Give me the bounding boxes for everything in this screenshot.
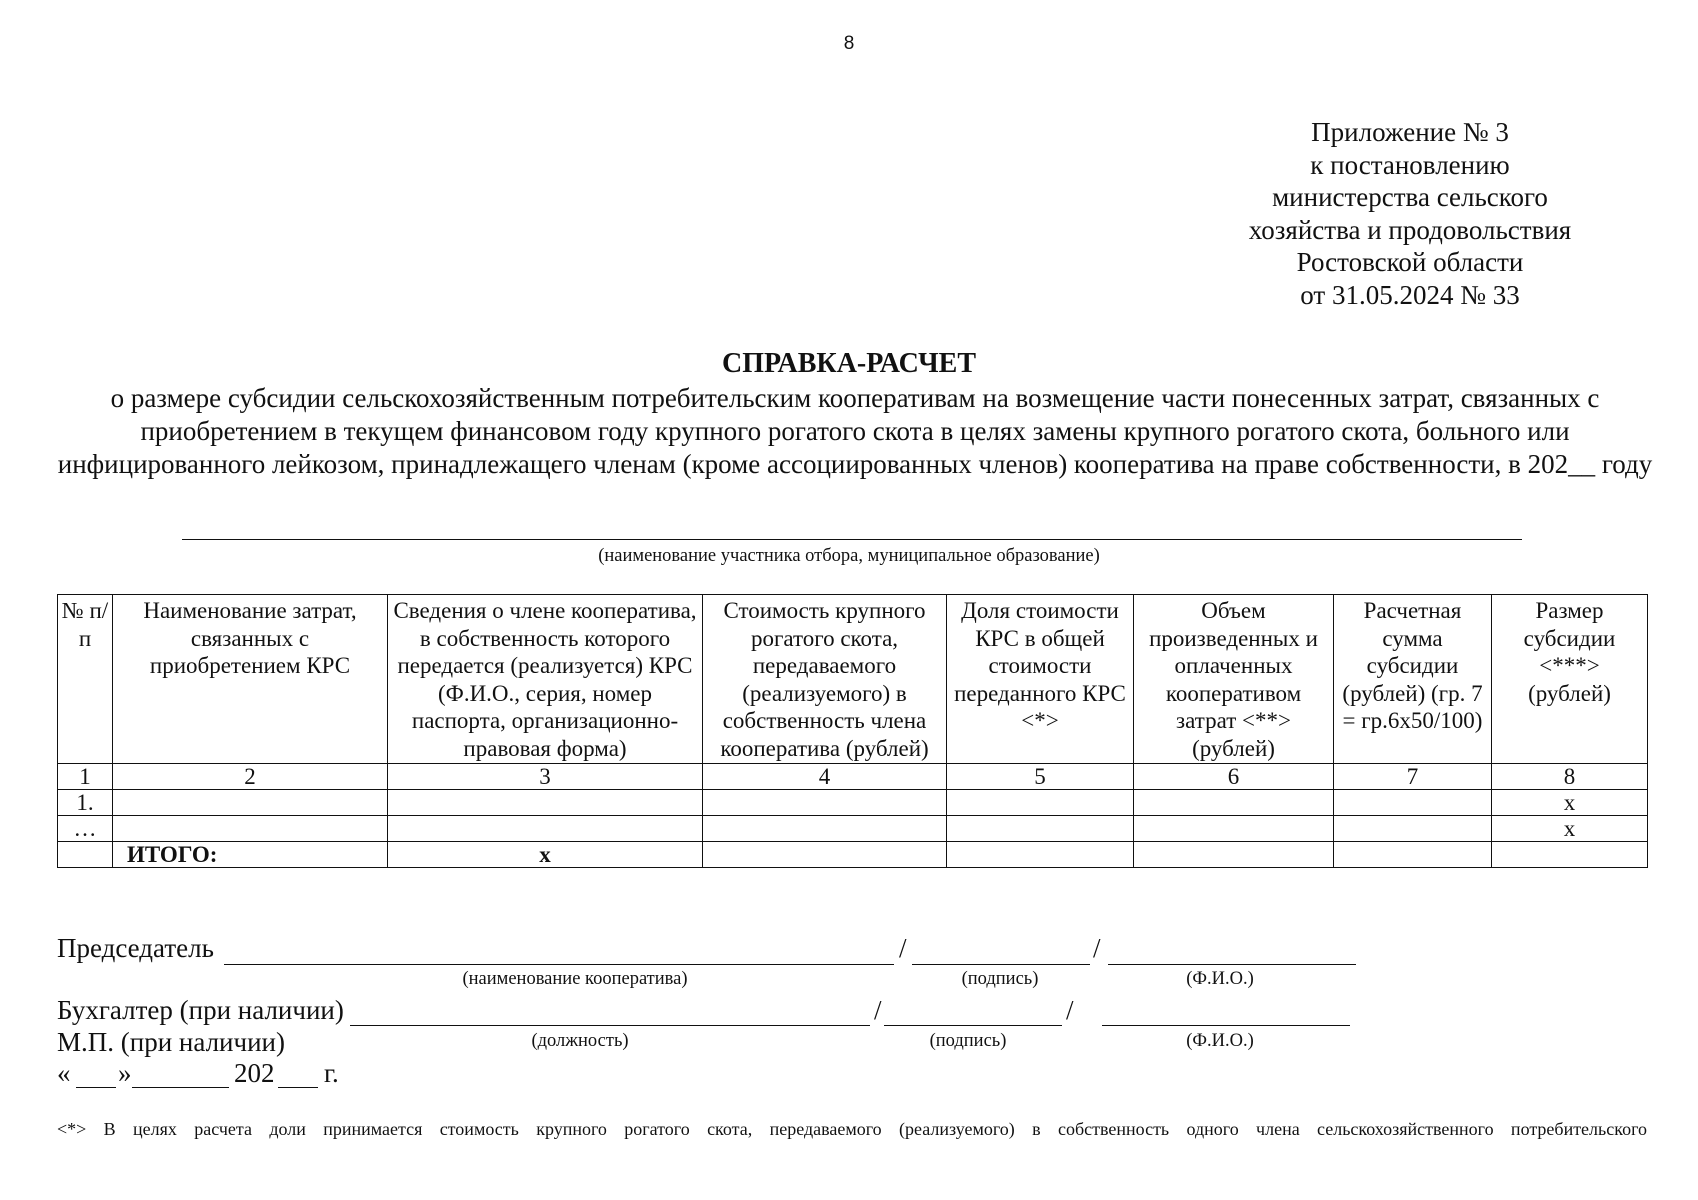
table-cell: … [58, 815, 113, 841]
table-cell [388, 789, 703, 815]
appendix-line: Ростовской области [1296, 247, 1524, 278]
header-cell: Стоимость крупного рогатого скота, передаваемого (реализуемого) в собственность члена кооператива (рублей) [703, 595, 947, 764]
appendix-line: хозяйства и продовольствия [1248, 214, 1572, 245]
fio-caption: (Ф.И.О.) [1186, 969, 1254, 989]
appendix-line: Приложение № 3 [1311, 117, 1509, 147]
separator: / [899, 933, 907, 963]
document-subtitle: о размере субсидии сельскохозяйственным потребительским кооперативам на возмещение части понесенных затрат, связанных с приобретением в текущем финансовом году крупного рогатого скота в целях замены крупного рогатого скота, больного или инфицированного лейкозом, принадлежащего членам (кроме ассоциированных членов) кооператива на праве собственности, в 202__ году [57, 383, 1653, 479]
header-cell: Расчетная сумма субсидии (рублей) (гр. 7 = гр.6х50/100) [1334, 595, 1492, 764]
table-cell [1134, 841, 1334, 867]
table-cell [947, 815, 1134, 841]
signature-line [912, 964, 1090, 965]
column-number: 4 [703, 763, 947, 789]
participant-line [182, 539, 1522, 540]
table-cell [703, 815, 947, 841]
separator: / [1066, 995, 1074, 1025]
chairman-label: Председатель [57, 933, 214, 963]
column-number: 2 [113, 763, 388, 789]
calculation-table [57, 594, 1648, 868]
date-close-quote: » [118, 1058, 132, 1088]
table-cell [113, 789, 388, 815]
date-suffix: г. [324, 1058, 339, 1088]
footnote: <*> В целях расчета доли принимается стоимость крупного рогатого скота, передаваемого (реализуемого) в собственность одного члена сельскохозяйственного потребительского [57, 1119, 1647, 1139]
table-cell [1134, 789, 1334, 815]
table-cell: х [1492, 815, 1648, 841]
column-number: 7 [1334, 763, 1492, 789]
total-cell: х [388, 841, 703, 867]
table-cell [388, 815, 703, 841]
table-cell [113, 815, 388, 841]
cooperative-caption: (наименование кооператива) [462, 969, 688, 989]
fio-line [1102, 1025, 1350, 1026]
table-cell [1334, 789, 1492, 815]
column-number: 6 [1134, 763, 1334, 789]
appendix-block [1200, 116, 1620, 312]
table-cell [947, 789, 1134, 815]
day-line [76, 1087, 116, 1088]
table-cell [1134, 815, 1334, 841]
appendix-line: от 31.05.2024 № 33 [1300, 279, 1520, 310]
table-cell [1492, 841, 1648, 867]
fio-caption: (Ф.И.О.) [1186, 1031, 1254, 1051]
table-cell: 1. [58, 789, 113, 815]
table-row [58, 789, 1648, 815]
month-line [132, 1087, 229, 1088]
table-cell [703, 841, 947, 867]
header-cell: Наименование затрат, связанных с приобретением КРС [113, 595, 388, 764]
table-cell [1334, 841, 1492, 867]
header-cell: Сведения о члене кооператива, в собственность которого передается (реализуется) КРС (Ф.И.О., серия, номер паспорта, организационно-правовая форма) [388, 595, 703, 764]
fio-line [1108, 964, 1356, 965]
signature-line [884, 1025, 1062, 1026]
table-cell [947, 841, 1134, 867]
column-number: 1 [58, 763, 113, 789]
date-year: 202 [234, 1058, 275, 1088]
stamp-label: М.П. (при наличии) [57, 1027, 285, 1057]
header-cell: Объем произведенных и оплаченных кооперативом затрат <**> (рублей) [1134, 595, 1334, 764]
table-cell: х [1492, 789, 1648, 815]
page-number: 8 [843, 33, 855, 54]
participant-caption: (наименование участника отбора, муниципальное образование) [598, 546, 1100, 566]
table-row [58, 815, 1648, 841]
position-line [350, 1025, 870, 1026]
table-cell [703, 789, 947, 815]
appendix-line: министерства сельского [1272, 182, 1548, 213]
column-number: 5 [947, 763, 1134, 789]
date-open-quote: « [57, 1058, 71, 1088]
cooperative-name-line [224, 964, 894, 965]
separator: / [874, 995, 882, 1025]
appendix-line: к постановлению [1310, 149, 1510, 180]
table-cell [1334, 815, 1492, 841]
header-cell: Доля стоимости КРС в общей стоимости переданного КРС <*> [947, 595, 1134, 764]
header-cell: № п/п [58, 595, 113, 764]
table-cell [58, 841, 113, 867]
column-number-row [58, 763, 1648, 789]
signature-caption: (подпись) [929, 1031, 1007, 1051]
separator: / [1093, 933, 1101, 963]
total-label: ИТОГО: [113, 841, 388, 867]
table-total-row [58, 841, 1648, 867]
position-caption: (должность) [531, 1031, 629, 1051]
header-cell: Размер субсидии <***> (рублей) [1492, 595, 1648, 764]
table-header-row [58, 595, 1648, 764]
year-line [278, 1087, 318, 1088]
signature-caption: (подпись) [961, 969, 1039, 989]
accountant-label: Бухгалтер (при наличии) [57, 995, 344, 1025]
column-number: 3 [388, 763, 703, 789]
column-number: 8 [1492, 763, 1648, 789]
document-title: СПРАВКА-РАСЧЕТ [721, 348, 977, 379]
